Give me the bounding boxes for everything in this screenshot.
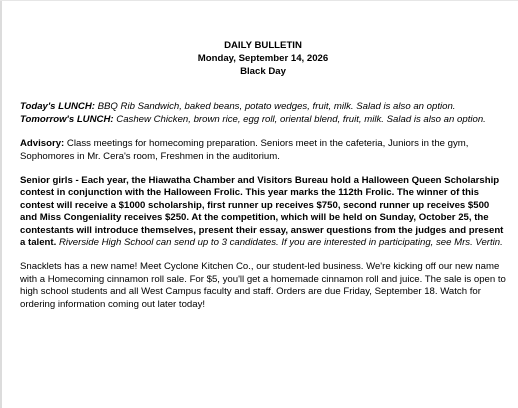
bulletin-title: DAILY BULLETIN — [224, 40, 302, 51]
bulletin-document — [20, 40, 506, 323]
today-lunch-label: Today's LUNCH: — [20, 101, 95, 113]
bulletin-date: Monday, September 14, 2026 — [197, 52, 329, 64]
tomorrow-lunch-label: Tomorrow's LUNCH: — [20, 113, 114, 125]
senior-girls-note: Riverside High School can send up to 3 candidates. If you are interested in participating, see Mrs. Vertin. — [58, 237, 503, 249]
today-lunch-text: BBQ Rib Sandwich, baked beans, potato wedges, fruit, milk. Salad is also an option. — [97, 101, 456, 113]
bulletin-day-type: Black Day — [240, 65, 286, 77]
tomorrow-lunch-text: Cashew Chicken, brown rice, egg roll, oriental blend, fruit, milk. Salad is also an option. — [116, 113, 486, 125]
senior-girls-section — [20, 175, 506, 249]
advisory-section — [20, 138, 506, 163]
page-left-edge — [0, 0, 2, 408]
page-top-edge — [0, 0, 518, 1]
bulletin-header — [20, 40, 506, 78]
advisory-label: Advisory: — [20, 138, 65, 150]
snacklets-section — [20, 261, 506, 311]
lunch-section — [20, 101, 506, 126]
advisory-text: Class meetings for homecoming preparation. Seniors meet in the cafeteria, Juniors in the gym, Sophomores in Mr. Cera's room, Freshmen in the auditorium. — [20, 138, 469, 162]
senior-girls-text: Senior girls - Each year, the Hiawatha Chamber and Visitors Bureau hold a Halloween Queen Scholarship contest in conjunction with the Halloween Frolic. This year marks the 112th Frolic. The winner of this contest will receive a $1000 scholarship, first runner up receives $750, second runner up receives $500 and Miss Congeniality receives $250. At the competition, which will be held on Sunday, October 25, the contestants will introduce themselves, present their essay, answer questions from the judges and present a talent. — [20, 175, 504, 249]
snacklets-text: Snacklets has a new name! Meet Cyclone Kitchen Co., our student-led business. We're kicking off our new name with a Homecoming cinnamon roll sale. For $5, you'll get a homemade cinnamon roll and juice. The sale is open to high school students and all West Campus faculty and staff. Orders are due Friday, September 18. Watch for ordering information coming out later today! — [20, 261, 506, 310]
